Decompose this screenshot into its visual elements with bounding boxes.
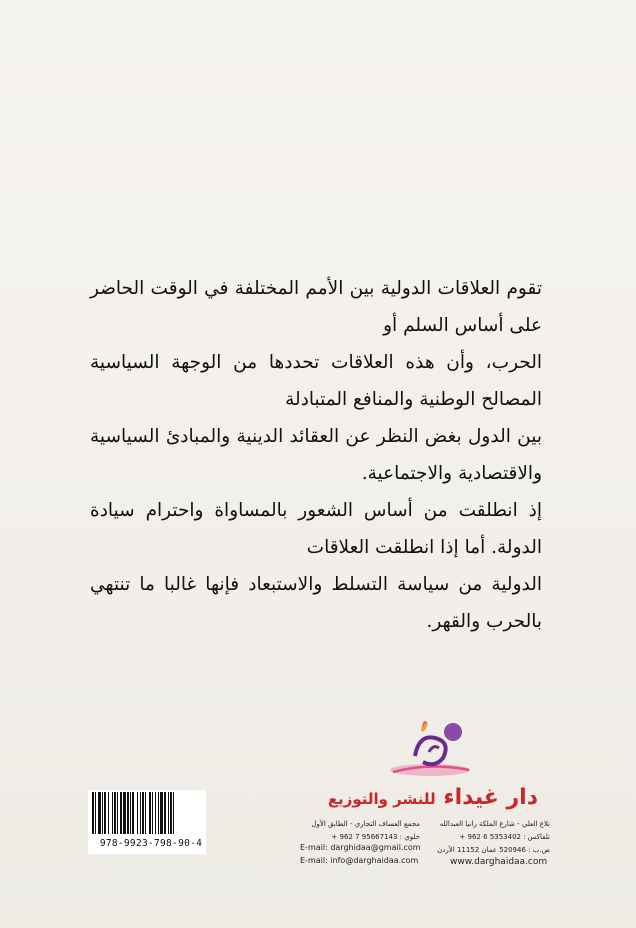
barcode-bar <box>149 792 151 834</box>
barcode-bar <box>104 792 106 834</box>
address-line: تلاع العلي - شارع الملكة رانيا العبدالله <box>439 820 550 828</box>
barcode-bar <box>120 792 122 834</box>
barcode-bar <box>170 792 172 834</box>
barcode-bar <box>92 792 94 834</box>
barcode-bar <box>152 792 153 834</box>
barcode-bar <box>112 792 113 834</box>
barcode-bar <box>140 792 141 834</box>
barcode-bar <box>102 792 103 834</box>
barcode-bar <box>123 792 126 834</box>
blurb-line: الحرب، وأن هذه العلاقات تحددها من الوجهة السياسية المصالح الوطنية والمنافع المتبادلة <box>90 352 542 410</box>
address-line: مجمع العساف التجاري - الطابق الأول <box>311 820 420 828</box>
address-line: خلوي : 95667143 7 962 + <box>331 833 420 841</box>
barcode-bar <box>108 792 109 834</box>
barcode-bars-icon <box>88 790 206 836</box>
barcode-bar <box>158 792 159 834</box>
address-line: تلفاكس : 5353402 6 962 + <box>459 833 550 841</box>
blurb-line: بين الدول بغض النظر عن العقائد الدينية والمبادئ السياسية والاقتصادية والاجتماعية. <box>90 426 542 484</box>
barcode-bar <box>145 792 146 834</box>
blurb-text <box>90 270 542 640</box>
publisher-website: www.darghaidaa.com <box>450 857 548 867</box>
barcode-bar <box>168 792 169 834</box>
blurb-line: تقوم العلاقات الدولية بين الأمم المختلفة في الوقت الحاضر على أساس السلم أو <box>90 278 542 336</box>
barcode-bar <box>160 792 163 834</box>
publisher-address-left <box>290 818 420 844</box>
barcode-bar <box>95 792 96 834</box>
barcode-bar <box>114 792 116 834</box>
publisher-address-right <box>430 818 550 857</box>
barcode-bar <box>137 792 138 834</box>
barcode-bar <box>164 792 166 834</box>
barcode-bar <box>132 792 134 834</box>
barcode-bar <box>98 792 101 834</box>
address-line: ص.ب : 520946 عمان 11152 الأردن <box>437 846 550 854</box>
isbn-number: 978-9923-798-90-4 <box>99 838 203 849</box>
publisher-name-main: دار غيداء <box>443 785 538 810</box>
barcode-bar <box>142 792 144 834</box>
barcode-bar <box>155 792 156 834</box>
blurb-line: الدولية من سياسة التسلط والاستبعاد فإنها غالبا ما تنتهي بالحرب والقهر. <box>90 574 542 632</box>
blurb-line: إذ انطلقت من أساس الشعور بالمساواة واحترام سيادة الدولة. أما إذا انطلقت العلاقات <box>90 500 542 558</box>
barcode-bar <box>173 792 174 834</box>
publisher-name <box>300 785 538 815</box>
publisher-email: E-mail: darghidaa@gmail.com <box>300 843 421 852</box>
barcode-bar <box>127 792 129 834</box>
barcode-bar <box>117 792 118 834</box>
publisher-logo-icon <box>385 712 475 788</box>
barcode-bar <box>130 792 131 834</box>
publisher-name-tagline: للنشر والتوزيع <box>327 790 436 808</box>
publisher-email: E-mail: info@darghaidaa.com <box>300 856 419 865</box>
